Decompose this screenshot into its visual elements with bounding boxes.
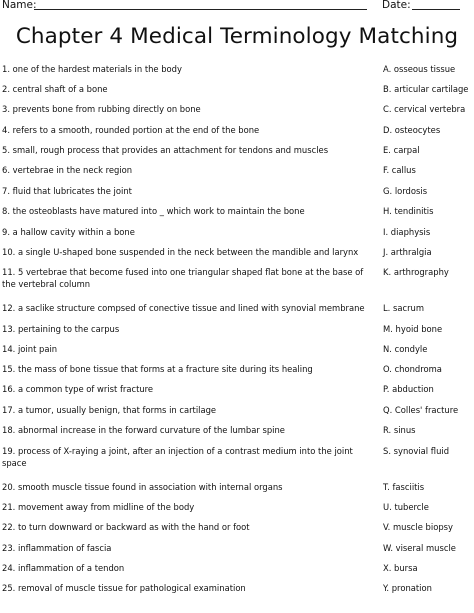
question-text: 8. the osteoblasts have matured into _ which work to maintain the bone	[2, 206, 305, 216]
question-text: 1. one of the hardest materials in the body	[2, 64, 182, 74]
answer-option: G. lordosis	[383, 186, 428, 196]
answer-option: K. arthrography	[383, 267, 449, 277]
question-text: 20. smooth muscle tissue found in association with internal organs	[2, 482, 283, 492]
answer-option: Y. pronation	[383, 583, 432, 593]
worksheet-title: Chapter 4 Medical Terminology Matching	[15, 24, 459, 49]
answer-option: Q. Colles' fracture	[383, 405, 459, 415]
question-text: 2. central shaft of a bone	[2, 84, 108, 94]
question-text: 24. inflammation of a tendon	[2, 563, 125, 573]
answer-option: J. arthralgia	[383, 247, 432, 257]
answer-option: A. osseous tissue	[383, 64, 456, 74]
worksheet-header	[0, 0, 474, 14]
answer-option: C. cervical vertebra	[383, 104, 466, 114]
question-text: 3. prevents bone from rubbing directly on bone	[2, 104, 201, 114]
question-text: 25. removal of muscle tissue for pathological examination	[2, 583, 246, 593]
question-text: 17. a tumor, usually benign, that forms in cartilage	[2, 405, 217, 415]
answer-option: B. articular cartilage	[383, 84, 469, 94]
answer-option: H. tendinitis	[383, 206, 434, 216]
question-text: 9. a hallow cavity within a bone	[2, 227, 135, 237]
question-text: 11. 5 vertebrae that become fused into one triangular shaped flat bone at the base of the vertebral column	[2, 267, 364, 289]
question-text: 13. pertaining to the carpus	[2, 324, 120, 334]
answer-option: U. tubercle	[383, 502, 429, 512]
question-text: 6. vertebrae in the neck region	[2, 165, 133, 175]
question-text: 12. a saclike structure compsed of conective tissue and lined with synovial membrane	[2, 303, 365, 313]
question-text: 22. to turn downward or backward as with the hand or foot	[2, 522, 250, 532]
answer-option: V. muscle biopsy	[383, 522, 453, 532]
answer-option: S. synovial fluid	[383, 446, 450, 456]
question-text: 18. abnormal increase in the forward curvature of the lumbar spine	[2, 425, 285, 435]
answer-option: F. callus	[383, 165, 416, 175]
answer-option: T. fasciitis	[383, 482, 425, 492]
question-text: 10. a single U-shaped bone suspended in the neck between the mandible and larynx	[2, 247, 359, 257]
question-text: 21. movement away from midline of the body	[2, 502, 195, 512]
answer-option: E. carpal	[383, 145, 420, 155]
question-text: 16. a common type of wrist fracture	[2, 384, 154, 394]
date-label: Date:	[382, 0, 411, 11]
answer-option: M. hyoid bone	[383, 324, 443, 334]
name-blank-line[interactable]	[34, 9, 367, 10]
answer-option: O. chondroma	[383, 364, 442, 374]
question-text: 15. the mass of bone tissue that forms at a fracture site during its healing	[2, 364, 313, 374]
answer-option: I. diaphysis	[383, 227, 431, 237]
answer-option: X. bursa	[383, 563, 418, 573]
question-text: 23. inflammation of fascia	[2, 543, 112, 553]
question-text: 19. process of X-raying a joint, after an injection of a contrast medium into the joint space	[2, 446, 353, 468]
date-blank-line[interactable]	[412, 9, 460, 10]
answer-option: D. osteocytes	[383, 125, 441, 135]
answer-option: N. condyle	[383, 344, 428, 354]
answer-option: W. viseral muscle	[383, 543, 456, 553]
question-text: 7. fluid that lubricates the joint	[2, 186, 132, 196]
answer-option: P. abduction	[383, 384, 434, 394]
question-text: 4. refers to a smooth, rounded portion at the end of the bone	[2, 125, 260, 135]
question-text: 5. small, rough process that provides an attachment for tendons and muscles	[2, 145, 329, 155]
name-label: Name:	[2, 0, 37, 11]
answer-option: L. sacrum	[383, 303, 424, 313]
question-text: 14. joint pain	[2, 344, 58, 354]
answer-option: R. sinus	[383, 425, 416, 435]
